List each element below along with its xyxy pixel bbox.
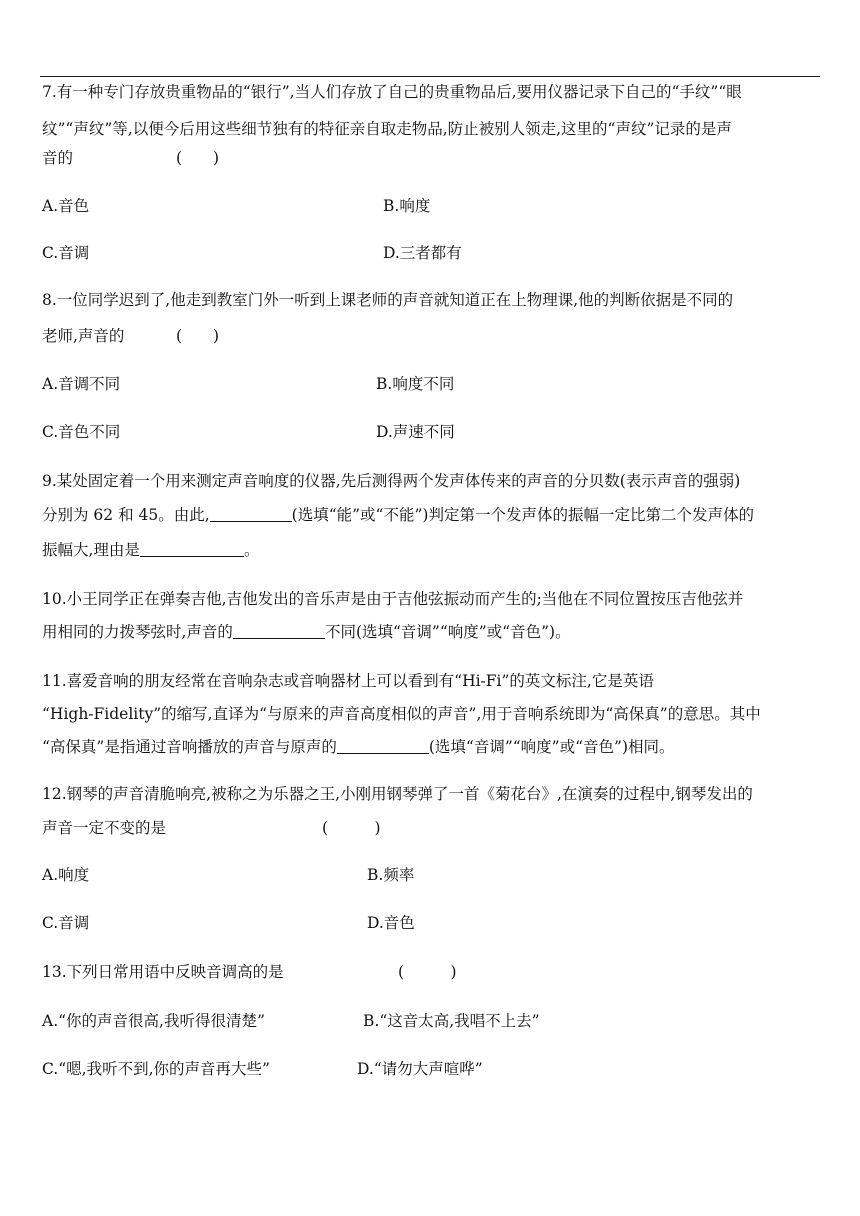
q10-line-1: 10.小王同学正在弹奏吉他,吉他发出的音乐声是由于吉他弦振动而产生的;当他在不同位置按压吉他弦并: [42, 590, 744, 608]
q8-stem-end: 老师,声音的: [42, 327, 125, 345]
q11-line-3: [42, 737, 675, 757]
q12-line-2: [42, 818, 381, 838]
q13-line-1: [42, 962, 457, 982]
q7-option-a: A.音色: [42, 197, 90, 215]
q7-line-2: 纹”“声纹”等,以便今后用这些细节独有的特征亲自取走物品,防止被别人领走,这里的“声纹”记录的是声: [42, 120, 732, 138]
q11-line-2: “High-Fidelity”的缩写,直译为“与原来的声音高度相似的声音”,用于音响系统即为“高保真”的意思。其中: [42, 705, 761, 723]
q9-text-a: 分别为 62 和 45。由此,: [42, 506, 210, 524]
q12-option-c: C.音调: [42, 914, 90, 932]
q11-line-1: 11.喜爱音响的朋友经常在音响杂志或音响器材上可以看到有“Hi-Fi”的英文标注,它是英语: [42, 672, 654, 690]
q12-line-1: 12.钢琴的声音清脆响亮,被称之为乐器之王,小刚用钢琴弹了一首《菊花台》,在演奏的过程中,钢琴发出的: [42, 785, 753, 803]
q8-line-2: [42, 326, 220, 346]
q13-option-a: A.“你的声音很高,我听得很清楚”: [42, 1012, 265, 1030]
q7-option-b: B.响度: [383, 197, 431, 215]
q7-line-3: [42, 148, 220, 168]
q8-option-a: A.音调不同: [42, 375, 121, 393]
q11-text-b: (选填“音调”“响度”或“音色”)相同。: [428, 738, 675, 756]
q12-answer-paren: ( ): [322, 819, 381, 837]
q10-text-b: 不同(选填“音调”“响度”或“音色”)。: [324, 623, 571, 641]
q10-blank[interactable]: [233, 622, 325, 639]
q7-answer-paren: ( ): [176, 149, 220, 167]
q8-line-1: 8.一位同学迟到了,他走到教室门外一听到上课老师的声音就知道正在上物理课,他的判断依据是不同的: [42, 291, 734, 309]
q12-option-a: A.响度: [42, 866, 90, 884]
q13-option-c: C.“嗯,我听不到,你的声音再大些”: [42, 1060, 270, 1078]
q13-option-b: B.“这音太高,我唱不上去”: [363, 1012, 540, 1030]
q9-line-2: [42, 505, 754, 525]
q8-answer-paren: ( ): [176, 327, 220, 345]
q8-option-b: B.响度不同: [376, 375, 455, 393]
q10-line-2: [42, 622, 571, 642]
q8-option-d: D.声速不同: [376, 423, 455, 441]
q13-answer-paren: ( ): [398, 963, 457, 981]
q9-text-c: 振幅大,理由是: [42, 541, 140, 559]
q12-stem-end: 声音一定不变的是: [42, 819, 167, 837]
q8-option-c: C.音色不同: [42, 423, 121, 441]
q9-blank-1[interactable]: [210, 505, 292, 522]
q7-line-1: 7.有一种专门存放贵重物品的“银行”,当人们存放了自己的贵重物品后,要用仪器记录下自己的“手纹”“眼: [42, 83, 742, 101]
q9-text-b: (选填“能”或“不能”)判定第一个发声体的振幅一定比第二个发声体的: [291, 506, 754, 524]
q12-option-b: B.频率: [367, 866, 415, 884]
q9-blank-2[interactable]: [140, 540, 244, 557]
q7-option-d: D.三者都有: [383, 244, 462, 262]
q13-option-d: D.“请勿大声喧哗”: [357, 1060, 483, 1078]
q9-text-d: 。: [243, 541, 260, 559]
q11-text-a: “高保真”是指通过音响播放的声音与原声的: [42, 738, 337, 756]
q7-stem-end: 音的: [42, 149, 74, 167]
q13-stem: 13.下列日常用语中反映音调高的是: [42, 963, 284, 981]
q12-option-d: D.音色: [367, 914, 415, 932]
q9-line-3: [42, 540, 259, 560]
top-rule: [40, 76, 820, 77]
q10-text-a: 用相同的力拨琴弦时,声音的: [42, 623, 233, 641]
q7-option-c: C.音调: [42, 244, 90, 262]
q9-line-1: 9.某处固定着一个用来测定声音响度的仪器,先后测得两个发声体传来的声音的分贝数(表示声音的强弱): [42, 472, 741, 490]
q11-blank[interactable]: [337, 737, 429, 754]
